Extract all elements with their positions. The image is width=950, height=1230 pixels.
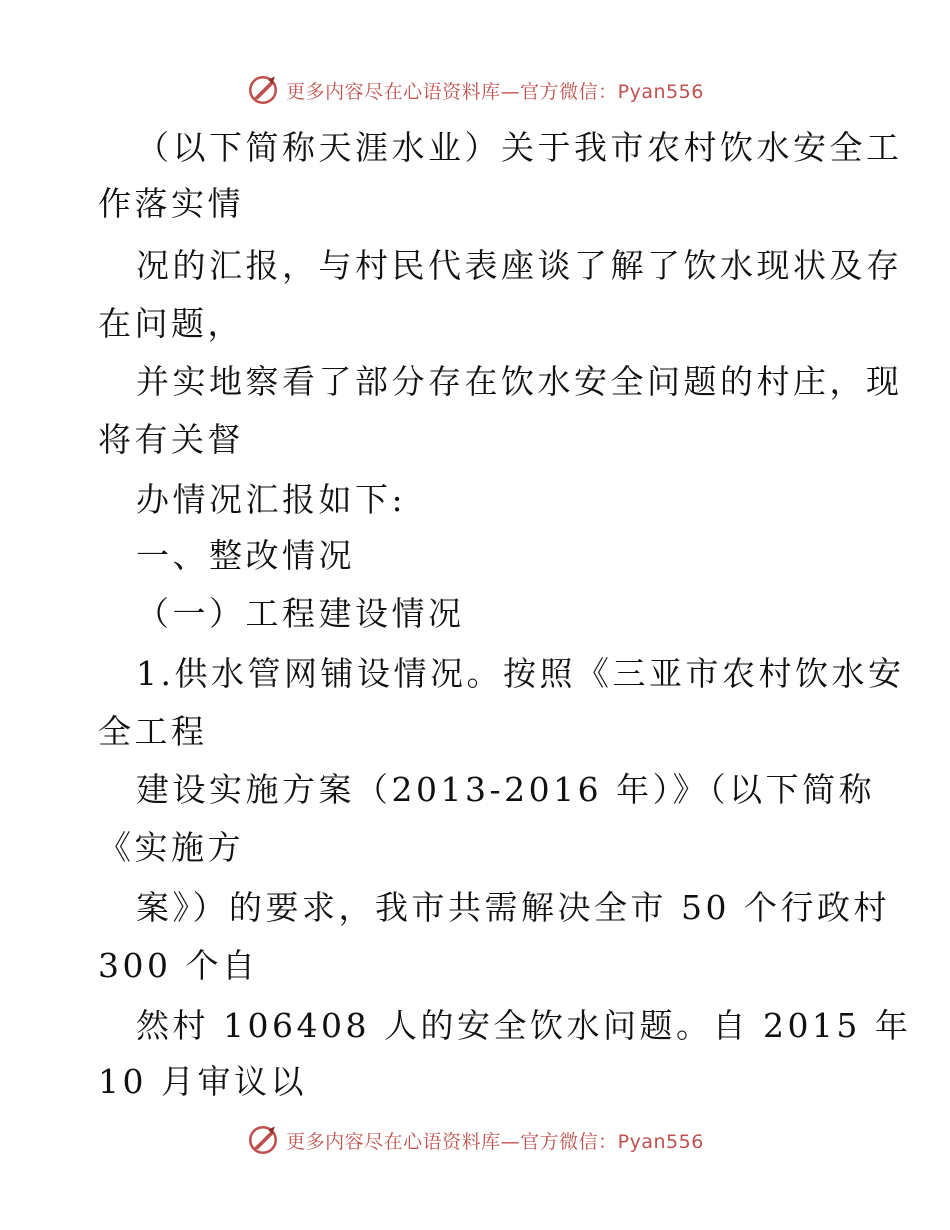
text-line: 建设实施方案（2013-2016 年）》（以下简称 [136,770,876,809]
text-line: 并实地察看了部分存在饮水安全问题的村庄，现 [136,362,903,401]
text-line: 案》）的要求，我市共需解决全市 50 个行政村 [136,888,890,927]
text-line: （以下简称天涯水业）关于我市农村饮水安全工 [136,128,903,167]
footer-watermark [0,1120,950,1160]
text-line: 在问题， [98,304,244,343]
quill-logo-icon [246,73,280,107]
text-line: 然村 106408 人的安全饮水问题。自 2015 年 [136,1006,912,1045]
section-heading: 一、整改情况 [136,536,355,575]
text-line: 《实施方 [98,828,244,867]
text-line: 况的汇报，与村民代表座谈了解了饮水现状及存 [136,246,903,285]
text-line: 10 月审议以 [98,1062,307,1101]
text-line: 将有关督 [98,420,244,459]
text-line: 作落实情 [98,184,244,223]
header-watermark [0,70,950,110]
text-line: 1.供水管网铺设情况。按照《三亚市农村饮水安 [136,654,905,693]
watermark-text: 更多内容尽在心语资料库—官方微信：Pyan556 [286,80,704,103]
quill-logo-icon [246,1123,280,1157]
text-line: 全工程 [98,712,208,751]
subsection-heading: （一）工程建设情况 [136,594,465,633]
text-line: 300 个自 [98,946,259,985]
watermark-text: 更多内容尽在心语资料库—官方微信：Pyan556 [286,1130,704,1153]
text-line: 办情况汇报如下: [136,480,407,519]
